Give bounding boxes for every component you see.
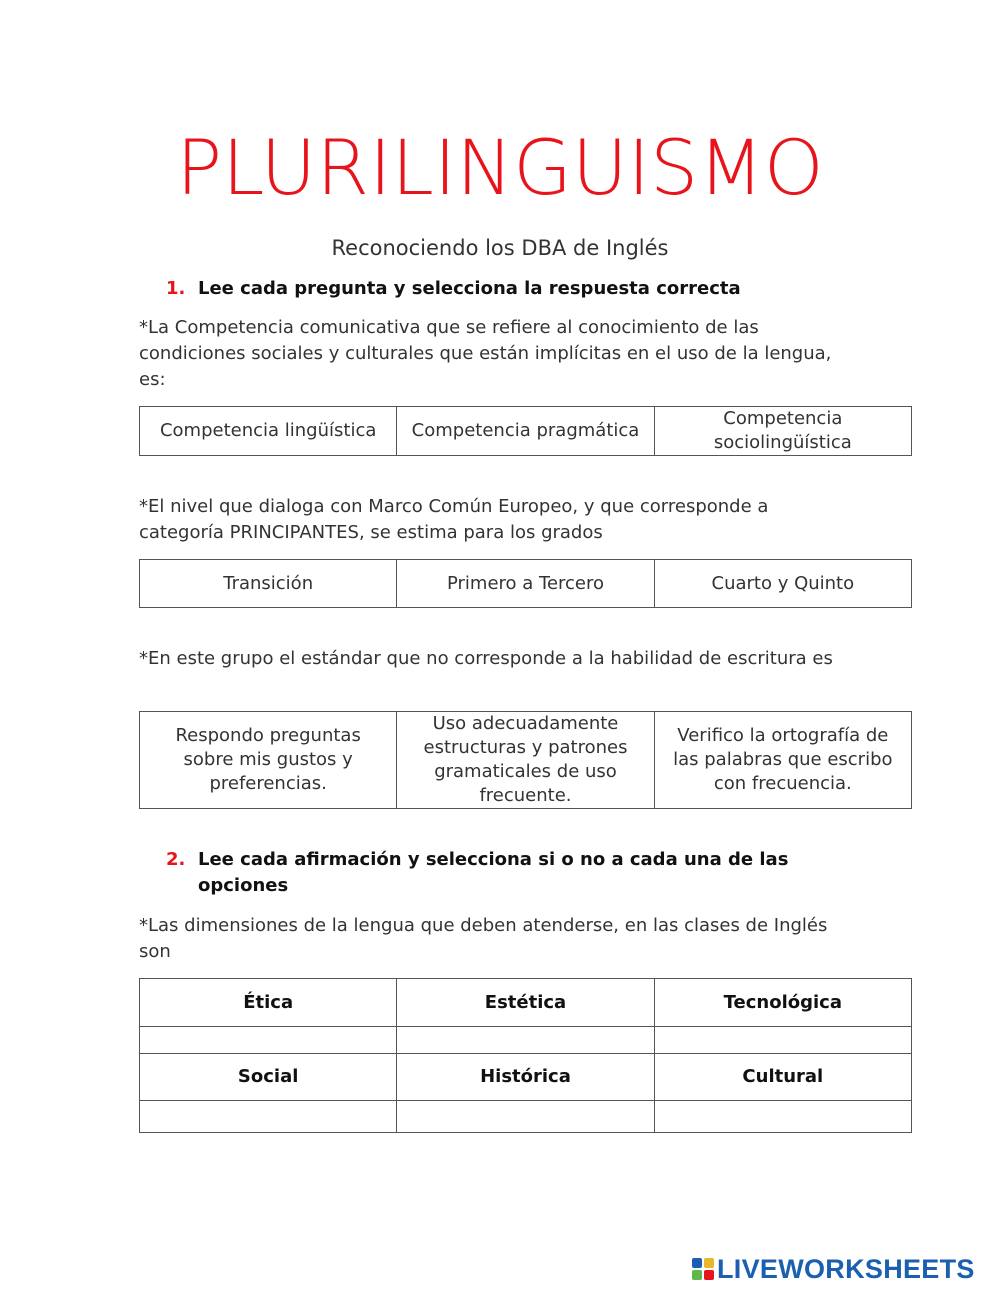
question-4-grid (139, 978, 912, 1133)
question-4-text: *Las dimensiones de la lengua que deben atenderse, en las clases de Inglés son (139, 915, 828, 962)
answer-cell-etica[interactable] (140, 1027, 397, 1054)
question-1-option-1[interactable]: Competencia lingüística (140, 407, 397, 456)
section-1-number: 1. (166, 278, 186, 299)
liveworksheets-logo-icon (692, 1258, 714, 1280)
liveworksheets-logo (692, 1253, 975, 1285)
section-1-heading-text: Lee cada pregunta y selecciona la respuesta correcta (198, 278, 741, 299)
logo-square-yellow (704, 1258, 714, 1268)
question-3-option-2[interactable]: Uso adecuadamente estructuras y patrones gramaticales de uso frecuente. (397, 712, 654, 809)
page-subtitle: Reconociendo los DBA de Inglés (331, 236, 669, 260)
question-1-options (139, 406, 912, 456)
question-3-option-3[interactable]: Verifico la ortografía de las palabras que escribo con frecuencia. (654, 712, 911, 809)
dimension-label-historica: Histórica (397, 1054, 654, 1101)
page-title: PLURILINGUISMO (176, 123, 824, 212)
question-3-options (139, 711, 912, 809)
question-1-option-3[interactable]: Competencia sociolingüística (654, 407, 911, 456)
section-2-heading (166, 847, 798, 899)
logo-square-green (692, 1270, 702, 1280)
logo-square-red (704, 1270, 714, 1280)
answer-cell-social[interactable] (140, 1101, 397, 1133)
question-2-option-3[interactable]: Cuarto y Quinto (654, 560, 911, 608)
question-1-text: *La Competencia comunicativa que se refiere al conocimiento de las condiciones sociales y culturales que están implícitas en el uso de la lengua, es: (139, 317, 832, 390)
dimension-label-cultural: Cultural (654, 1054, 911, 1101)
logo-square-blue (692, 1258, 702, 1268)
answer-cell-historica[interactable] (397, 1101, 654, 1133)
question-2-option-1[interactable]: Transición (140, 560, 397, 608)
section-2-number: 2. (166, 849, 186, 870)
question-1-option-2[interactable]: Competencia pragmática (397, 407, 654, 456)
question-3-text: *En este grupo el estándar que no corresponde a la habilidad de escritura es (139, 648, 833, 669)
answer-cell-tecnologica[interactable] (654, 1027, 911, 1054)
answer-cell-estetica[interactable] (397, 1027, 654, 1054)
dimension-label-estetica: Estética (397, 979, 654, 1027)
dimension-label-etica: Ética (140, 979, 397, 1027)
question-2-text: *El nivel que dialoga con Marco Común Europeo, y que corresponde a categoría PRINCIPANTES, se estima para los grados (139, 496, 769, 543)
dimension-label-social: Social (140, 1054, 397, 1101)
section-2-heading-text: Lee cada afirmación y selecciona si o no a cada una de las opciones (198, 849, 789, 896)
section-1-heading (166, 276, 741, 302)
answer-cell-cultural[interactable] (654, 1101, 911, 1133)
dimension-label-tecnologica: Tecnológica (654, 979, 911, 1027)
liveworksheets-logo-text: LIVEWORKSHEETS (717, 1253, 975, 1284)
question-2-option-2[interactable]: Primero a Tercero (397, 560, 654, 608)
question-2-options (139, 559, 912, 608)
question-3-option-1[interactable]: Respondo preguntas sobre mis gustos y preferencias. (140, 712, 397, 809)
